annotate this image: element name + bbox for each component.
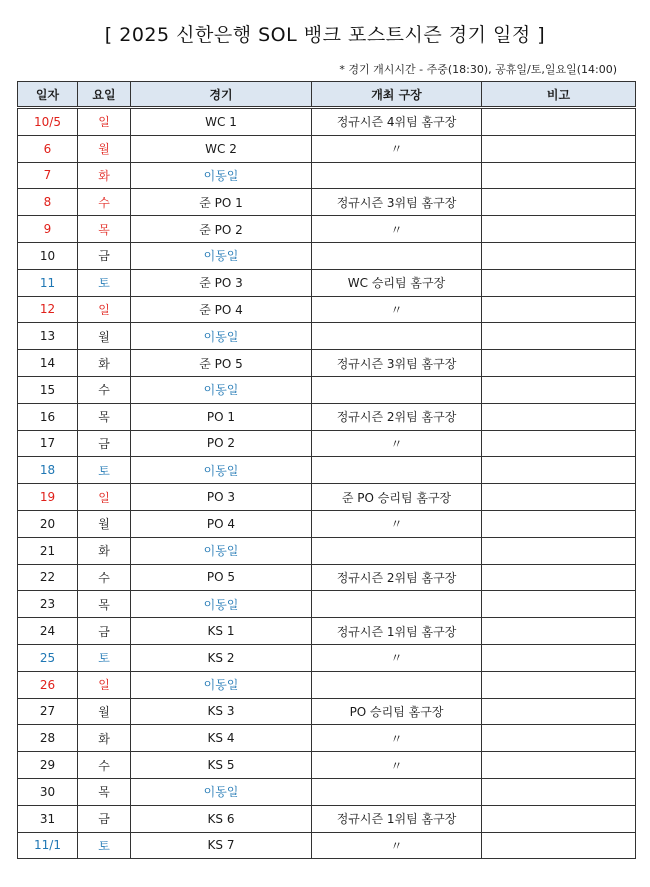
- day-cell: 목: [78, 216, 131, 243]
- note-cell: [482, 805, 636, 832]
- day-cell: 목: [78, 403, 131, 430]
- note-cell: [482, 189, 636, 216]
- game-cell: KS 3: [131, 698, 312, 725]
- date-cell: 20: [18, 510, 78, 537]
- day-cell: 금: [78, 242, 131, 269]
- table-row: [18, 752, 636, 779]
- date-cell: 9: [18, 216, 78, 243]
- table-row: [18, 778, 636, 805]
- day-cell: 일: [78, 108, 131, 136]
- table-row: [18, 805, 636, 832]
- date-cell: 10/5: [18, 108, 78, 136]
- day-cell: 토: [78, 457, 131, 484]
- note-cell: [482, 350, 636, 377]
- table-row: [18, 108, 636, 136]
- day-cell: 일: [78, 296, 131, 323]
- venue-cell: [312, 537, 482, 564]
- note-cell: [482, 135, 636, 162]
- table-row: [18, 350, 636, 377]
- day-cell: 일: [78, 671, 131, 698]
- table-row: [18, 162, 636, 189]
- day-cell: 금: [78, 805, 131, 832]
- game-cell: PO 4: [131, 510, 312, 537]
- note-cell: [482, 403, 636, 430]
- day-cell: 수: [78, 564, 131, 591]
- note-cell: [482, 162, 636, 189]
- game-cell: 준 PO 3: [131, 269, 312, 296]
- note-cell: [482, 644, 636, 671]
- game-cell: PO 5: [131, 564, 312, 591]
- note-cell: [482, 269, 636, 296]
- game-cell: KS 2: [131, 644, 312, 671]
- day-cell: 금: [78, 618, 131, 645]
- game-cell: 이동일: [131, 323, 312, 350]
- day-cell: 월: [78, 698, 131, 725]
- note-cell: [482, 376, 636, 403]
- table-row: [18, 591, 636, 618]
- date-cell: 15: [18, 376, 78, 403]
- date-cell: 8: [18, 189, 78, 216]
- day-cell: 화: [78, 537, 131, 564]
- day-cell: 목: [78, 591, 131, 618]
- table-row: [18, 484, 636, 511]
- venue-cell: 〃: [312, 430, 482, 457]
- game-cell: KS 5: [131, 752, 312, 779]
- date-cell: 11/1: [18, 832, 78, 859]
- venue-cell: WC 승리팀 홈구장: [312, 269, 482, 296]
- venue-cell: 정규시즌 2위팀 홈구장: [312, 403, 482, 430]
- note-cell: [482, 108, 636, 136]
- venue-cell: [312, 376, 482, 403]
- note-cell: [482, 698, 636, 725]
- note-cell: [482, 564, 636, 591]
- date-cell: 21: [18, 537, 78, 564]
- game-cell: 이동일: [131, 537, 312, 564]
- note-cell: [482, 510, 636, 537]
- table-row: [18, 376, 636, 403]
- venue-cell: 〃: [312, 832, 482, 859]
- date-cell: 18: [18, 457, 78, 484]
- venue-cell: [312, 162, 482, 189]
- day-cell: 화: [78, 350, 131, 377]
- day-cell: 수: [78, 189, 131, 216]
- venue-cell: 정규시즌 1위팀 홈구장: [312, 618, 482, 645]
- note-cell: [482, 752, 636, 779]
- venue-cell: 정규시즌 2위팀 홈구장: [312, 564, 482, 591]
- game-cell: KS 6: [131, 805, 312, 832]
- day-cell: 일: [78, 484, 131, 511]
- note-cell: [482, 430, 636, 457]
- venue-cell: 〃: [312, 644, 482, 671]
- day-cell: 월: [78, 510, 131, 537]
- date-cell: 19: [18, 484, 78, 511]
- date-cell: 27: [18, 698, 78, 725]
- date-cell: 26: [18, 671, 78, 698]
- date-cell: 28: [18, 725, 78, 752]
- date-cell: 14: [18, 350, 78, 377]
- venue-cell: 정규시즌 1위팀 홈구장: [312, 805, 482, 832]
- table-row: [18, 135, 636, 162]
- table-row: [18, 269, 636, 296]
- game-cell: 이동일: [131, 671, 312, 698]
- venue-cell: 〃: [312, 296, 482, 323]
- game-cell: 준 PO 5: [131, 350, 312, 377]
- game-cell: WC 1: [131, 108, 312, 136]
- venue-cell: 정규시즌 3위팀 홈구장: [312, 350, 482, 377]
- note-cell: [482, 296, 636, 323]
- table-row: [18, 644, 636, 671]
- table-row: [18, 725, 636, 752]
- note-cell: [482, 537, 636, 564]
- header-day: 요일: [78, 82, 131, 108]
- note-cell: [482, 591, 636, 618]
- table-row: [18, 618, 636, 645]
- game-cell: 이동일: [131, 457, 312, 484]
- note-cell: [482, 778, 636, 805]
- table-row: [18, 430, 636, 457]
- game-cell: WC 2: [131, 135, 312, 162]
- venue-cell: [312, 457, 482, 484]
- game-cell: PO 2: [131, 430, 312, 457]
- date-cell: 23: [18, 591, 78, 618]
- note-cell: [482, 832, 636, 859]
- venue-cell: 〃: [312, 725, 482, 752]
- day-cell: 토: [78, 644, 131, 671]
- table-row: [18, 698, 636, 725]
- venue-cell: PO 승리팀 홈구장: [312, 698, 482, 725]
- table-row: [18, 216, 636, 243]
- note-cell: [482, 323, 636, 350]
- day-cell: 목: [78, 778, 131, 805]
- date-cell: 11: [18, 269, 78, 296]
- venue-cell: 〃: [312, 752, 482, 779]
- game-cell: 준 PO 1: [131, 189, 312, 216]
- venue-cell: [312, 242, 482, 269]
- venue-cell: 〃: [312, 216, 482, 243]
- day-cell: 월: [78, 135, 131, 162]
- game-cell: KS 1: [131, 618, 312, 645]
- game-cell: 이동일: [131, 376, 312, 403]
- date-cell: 13: [18, 323, 78, 350]
- table-row: [18, 296, 636, 323]
- game-cell: KS 7: [131, 832, 312, 859]
- note-cell: [482, 457, 636, 484]
- date-cell: 24: [18, 618, 78, 645]
- game-cell: PO 3: [131, 484, 312, 511]
- header-note: 비고: [482, 82, 636, 108]
- header-date: 일자: [18, 82, 78, 108]
- day-cell: 수: [78, 376, 131, 403]
- table-row: [18, 323, 636, 350]
- header-venue: 개최 구장: [312, 82, 482, 108]
- venue-cell: 정규시즌 4위팀 홈구장: [312, 108, 482, 136]
- game-cell: KS 4: [131, 725, 312, 752]
- header-row: [18, 82, 636, 108]
- day-cell: 토: [78, 832, 131, 859]
- table-row: [18, 564, 636, 591]
- table-row: [18, 832, 636, 859]
- date-cell: 16: [18, 403, 78, 430]
- day-cell: 화: [78, 162, 131, 189]
- day-cell: 금: [78, 430, 131, 457]
- date-cell: 6: [18, 135, 78, 162]
- date-cell: 7: [18, 162, 78, 189]
- date-cell: 29: [18, 752, 78, 779]
- header-game: 경기: [131, 82, 312, 108]
- note-cell: [482, 725, 636, 752]
- date-cell: 25: [18, 644, 78, 671]
- game-cell: 준 PO 2: [131, 216, 312, 243]
- venue-cell: [312, 591, 482, 618]
- venue-cell: 준 PO 승리팀 홈구장: [312, 484, 482, 511]
- note-cell: [482, 242, 636, 269]
- date-cell: 10: [18, 242, 78, 269]
- note-cell: [482, 484, 636, 511]
- game-cell: 이동일: [131, 162, 312, 189]
- game-cell: PO 1: [131, 403, 312, 430]
- table-row: [18, 189, 636, 216]
- day-cell: 월: [78, 323, 131, 350]
- table-row: [18, 242, 636, 269]
- note-cell: [482, 618, 636, 645]
- date-cell: 30: [18, 778, 78, 805]
- game-cell: 이동일: [131, 778, 312, 805]
- venue-cell: 〃: [312, 510, 482, 537]
- table-row: [18, 671, 636, 698]
- date-cell: 17: [18, 430, 78, 457]
- venue-cell: 정규시즌 3위팀 홈구장: [312, 189, 482, 216]
- schedule-table: [17, 81, 636, 859]
- day-cell: 토: [78, 269, 131, 296]
- venue-cell: 〃: [312, 135, 482, 162]
- note-cell: [482, 216, 636, 243]
- venue-cell: [312, 778, 482, 805]
- game-cell: 이동일: [131, 591, 312, 618]
- note-cell: [482, 671, 636, 698]
- day-cell: 수: [78, 752, 131, 779]
- page-title: [ 2025 신한은행 SOL 뱅크 포스트시즌 경기 일정 ]: [104, 24, 546, 46]
- game-cell: 준 PO 4: [131, 296, 312, 323]
- date-cell: 22: [18, 564, 78, 591]
- table-row: [18, 510, 636, 537]
- game-cell: 이동일: [131, 242, 312, 269]
- date-cell: 12: [18, 296, 78, 323]
- venue-cell: [312, 671, 482, 698]
- date-cell: 31: [18, 805, 78, 832]
- venue-cell: [312, 323, 482, 350]
- start-time-note: * 경기 개시시간 - 주중(18:30), 공휴일/토,일요일(14:00): [339, 63, 617, 76]
- table-row: [18, 537, 636, 564]
- table-row: [18, 457, 636, 484]
- day-cell: 화: [78, 725, 131, 752]
- table-row: [18, 403, 636, 430]
